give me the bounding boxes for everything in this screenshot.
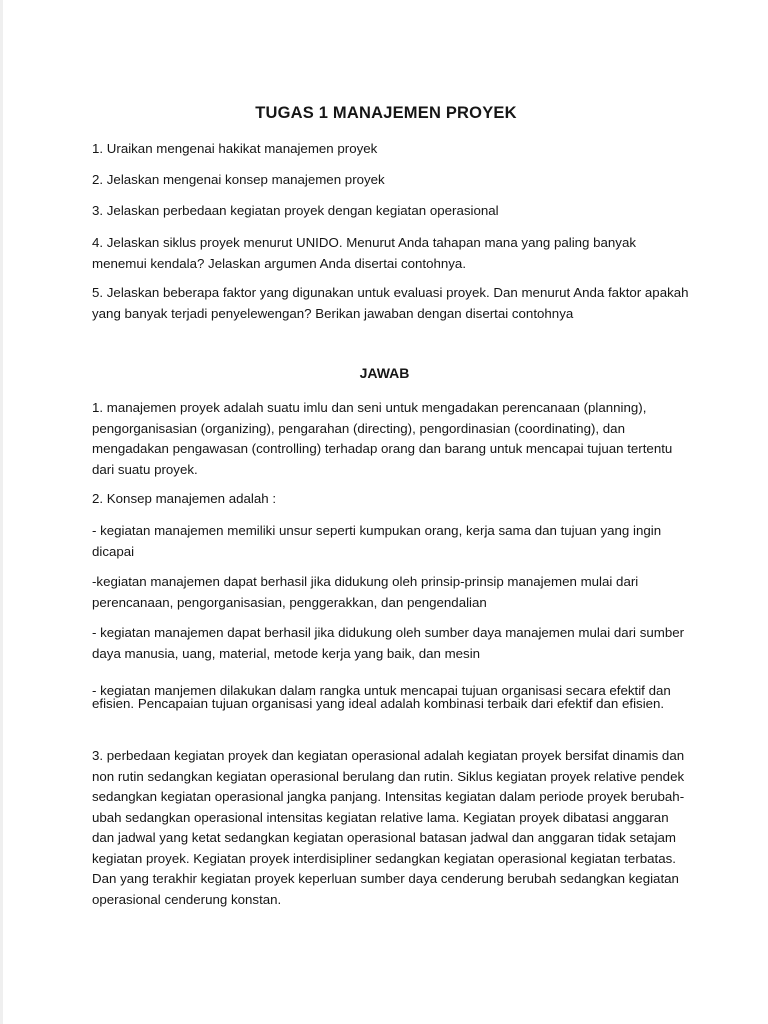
- answer-3: 3. perbedaan kegiatan proyek dan kegiatan operasional adalah kegiatan proyek bersifat dinamis dan non rutin sedangkan kegiatan operasional berulang dan rutin. Siklus kegiatan proyek relative pendek sedangkan kegiatan operasional jangka panjang. Intensitas kegiatan dalam periode proyek berubah-ubah sedangkan operasional intensitas kegiatan relative lama. Kegiatan proyek dibatasi anggaran dan jadwal yang ketat sedangkan kegiatan operasional batasan jadwal dan anggaran tidak setajam kegiatan proyek. Kegiatan proyek interdisipliner sedangkan kegiatan operasional kegiatan terbatas. Dan yang terakhir kegiatan proyek keperluan sumber daya cenderung berubah sedangkan kegiatan operasional cenderung konstan.: [92, 748, 685, 907]
- question-5: 5. Jelaskan beberapa faktor yang digunakan untuk evaluasi proyek. Dan menurut Anda faktor apakah yang banyak terjadi penyelewengan? Berikan jawaban dengan disertai contohnya: [92, 285, 689, 321]
- page-edge: [0, 0, 3, 1024]
- question-4: 4. Jelaskan siklus proyek menurut UNIDO. Menurut Anda tahapan mana yang paling banyak menemui kendala? Jelaskan argumen Anda disertai contohnya.: [92, 235, 637, 271]
- answer-heading: JAWAB: [359, 365, 410, 381]
- question-3: 3. Jelaskan perbedaan kegiatan proyek dengan kegiatan operasional: [92, 203, 499, 218]
- answer-2-point-3: - kegiatan manajemen dapat berhasil jika didukung oleh sumber daya manajemen mulai dari sumber daya manusia, uang, material, metode kerja yang baik, dan mesin: [92, 625, 685, 661]
- answer-2-point-1: - kegiatan manajemen memiliki unsur seperti kumpukan orang, kerja sama dan tujuan yang ingin dicapai: [92, 523, 662, 559]
- answer-2-point-2: -kegiatan manajemen dapat berhasil jika didukung oleh prinsip-prinsip manajemen mulai dari perencanaan, pengorganisasian, penggerakkan, dan pengendalian: [92, 574, 639, 610]
- answer-2-intro: 2. Konsep manajemen adalah :: [92, 491, 277, 506]
- answer-1: 1. manajemen proyek adalah suatu imlu dan seni untuk mengadakan perencanaan (planning), pengorganisasian (organizing), pengarahan (directing), pengordinasian (coordinating), dan mengadakan pengawasan (controlling) terhadap orang dan barang untuk mencapai tujuan tertentu dari suatu proyek.: [92, 400, 673, 477]
- document-title: TUGAS 1 MANAJEMEN PROYEK: [255, 104, 517, 122]
- question-2: 2. Jelaskan mengenai konsep manajemen proyek: [92, 172, 385, 187]
- question-1: 1. Uraikan mengenai hakikat manajemen proyek: [92, 141, 378, 156]
- answer-2-point-4: - kegiatan manjemen dilakukan dalam rangka untuk mencapai tujuan organisasi secara efektif dan efisien. Pencapaian tujuan organisasi yang ideal adalah kombinasi terbaik dari efektif dan efisien.: [92, 683, 671, 711]
